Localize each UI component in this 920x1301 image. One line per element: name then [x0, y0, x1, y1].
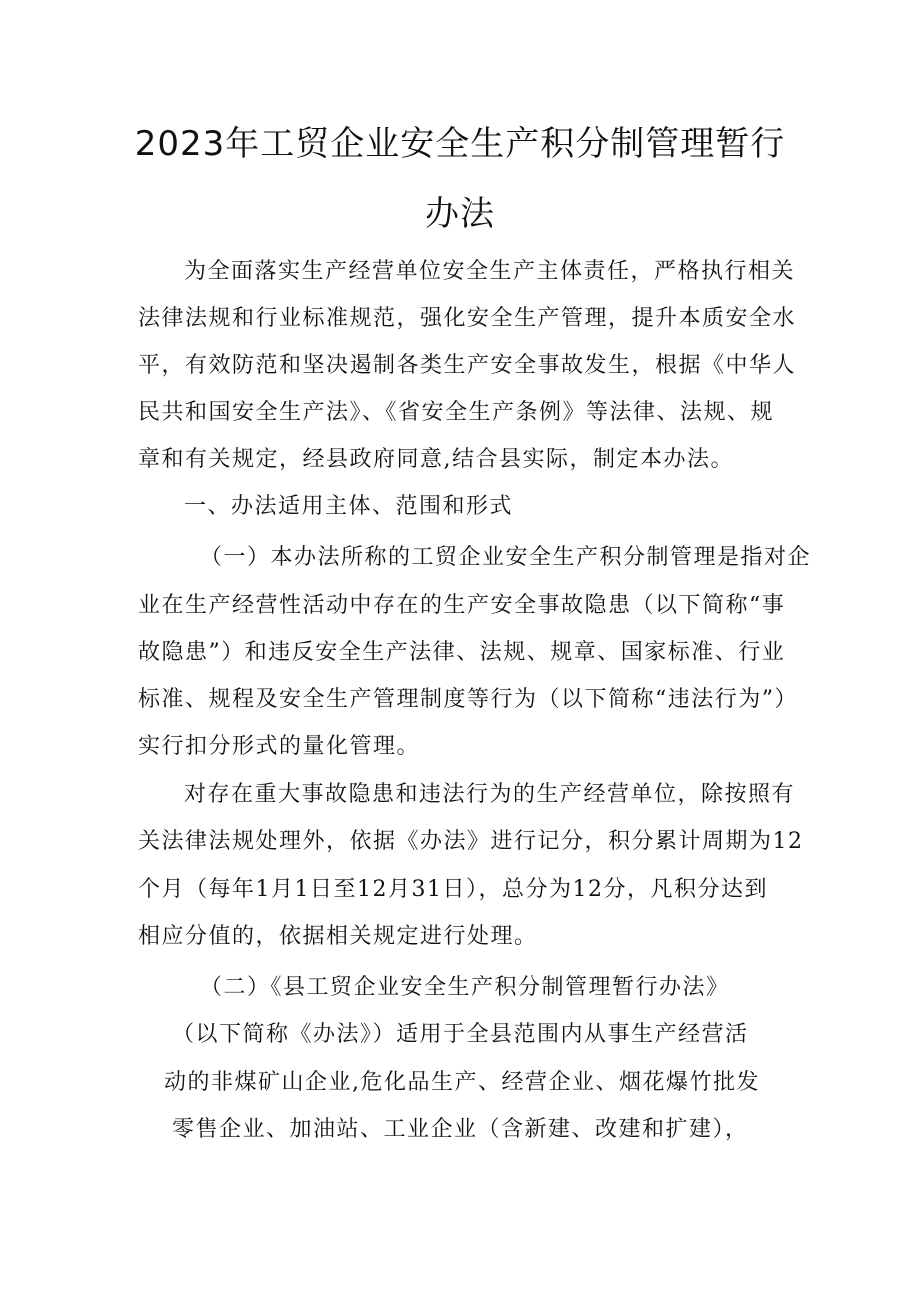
document-title-line-1: 2023年工贸企业安全生产积分制管理暂行: [134, 124, 786, 164]
body-line: 个月（每年1月1日至12月31日），总分为12分，凡积分达到: [138, 877, 768, 902]
body-line: 业在生产经营性活动中存在的生产安全事故隐患（以下简称“事: [138, 593, 786, 618]
body-line: 故隐患”）和违反安全生产法律、法规、规章、国家标准、行业: [138, 640, 786, 665]
body-line: 零售企业、加油站、工业企业（含新建、改建和扩建），: [172, 1117, 749, 1142]
body-line: 法律法规和行业标准规范，强化安全生产管理，提升本质安全水: [138, 306, 797, 331]
body-line: 关法律法规处理外，依据《办法》进行记分，积分累计周期为12: [138, 829, 804, 854]
document-title-line-2: 办法: [425, 194, 495, 234]
body-line: 标准、规程及安全生产管理制度等行为（以下简称“违法行为”）: [138, 687, 798, 712]
section-heading: 一、办法适用主体、范围和形式: [184, 494, 514, 519]
body-line: 对存在重大事故隐患和违法行为的生产经营单位，除按照有: [184, 782, 796, 807]
body-line: （二）《县工贸企业安全生产积分制管理暂行办法》: [200, 975, 730, 1000]
body-line: （一）本办法所称的工贸企业安全生产积分制管理是指对企: [200, 545, 812, 570]
body-line: 平，有效防范和坚决遏制各类生产安全事故发生，根据《中华人: [138, 353, 797, 378]
body-line: （以下简称《办法》）适用于全县范围内从事生产经营活: [172, 1022, 749, 1047]
body-line: 实行扣分形式的量化管理。: [138, 734, 421, 759]
body-line: 民共和国安全生产法》、《省安全生产条例》等法律、法规、规: [138, 400, 775, 425]
body-line: 章和有关规定，经县政府同意,结合县实际，制定本办法。: [138, 447, 734, 472]
body-line: 相应分值的，依据相关规定进行处理。: [138, 924, 538, 949]
body-line: 动的非煤矿山企业,危化品生产、经营企业、烟花爆竹批发: [164, 1070, 760, 1095]
body-line: 为全面落实生产经营单位安全生产主体责任，严格执行相关: [184, 259, 796, 284]
